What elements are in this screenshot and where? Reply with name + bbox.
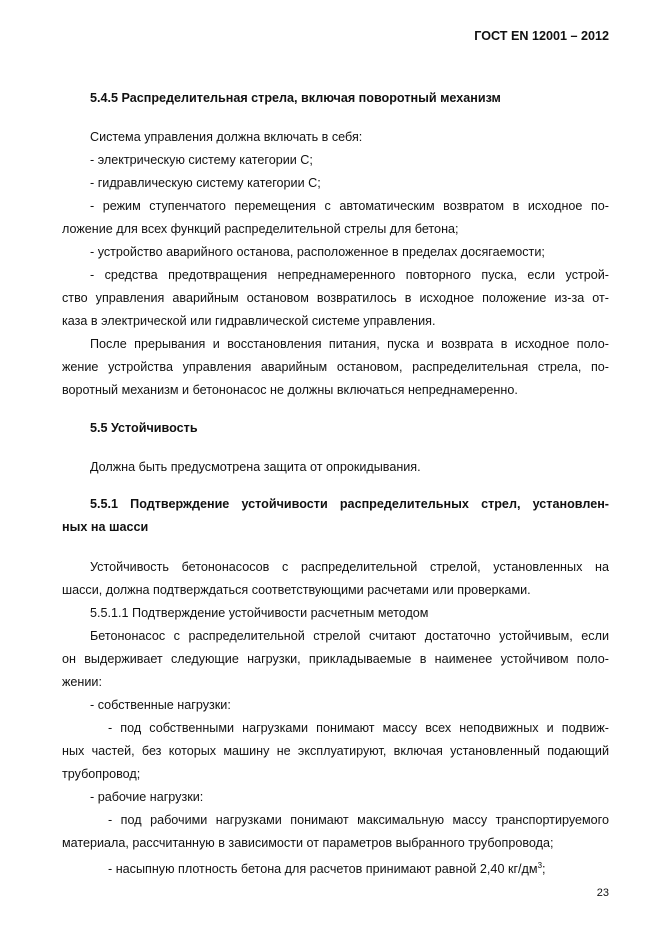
paragraph-line: Система управления должна включать в себя:	[90, 130, 363, 144]
list-item: - собственные нагрузки:	[90, 698, 231, 712]
paragraph-line: жении:	[62, 675, 102, 689]
paragraph-line: Бетононасос с распределительной стрелой считают достаточно устойчивым, если	[90, 629, 609, 643]
list-item: - средства предотвращения непреднамеренного повторного пуска, если устрой-	[90, 268, 609, 282]
paragraph-line: ложение для всех функций распределительной стрелы для бетона;	[62, 222, 459, 236]
paragraph-line: После прерывания и восстановления питания, пуска и возврата в исходное поло-	[90, 337, 609, 351]
section-title-5-5-1: 5.5.1 Подтверждение устойчивости распределительных стрел, установлен-	[90, 497, 609, 511]
document-header: ГОСТ EN 12001 – 2012	[474, 29, 609, 43]
list-item: - электрическую систему категории C;	[90, 153, 313, 167]
list-item	[108, 858, 546, 877]
paragraph-line: воротный механизм и бетононасос не должны включаться непреднамеренно.	[62, 383, 518, 397]
paragraph-line: материала, рассчитанную в зависимости от параметров выбранного трубопровода;	[62, 836, 554, 850]
subsection-title-5-5-1-1: 5.5.1.1 Подтверждение устойчивости расчетным методом	[90, 606, 429, 620]
superscript: 3	[537, 861, 543, 870]
page-number: 23	[596, 887, 609, 899]
paragraph-line: он выдерживает следующие нагрузки, прикладываемые в наименее устойчивом поло-	[62, 652, 609, 666]
paragraph-line: трубопровод;	[62, 767, 141, 781]
paragraph-line: жение устройства управления аварийным остановом, распределительная стрела, по-	[62, 360, 609, 374]
section-title-5-4-5: 5.4.5 Распределительная стрела, включая поворотный механизм	[90, 91, 501, 105]
paragraph-line: каза в электрической или гидравлической системе управления.	[62, 314, 436, 328]
punctuation: ;	[542, 862, 546, 877]
list-item: - рабочие нагрузки:	[90, 790, 204, 804]
paragraph-line: ство управления аварийным остановом возвратилось в исходное положение из-за от-	[62, 291, 609, 305]
list-item: - режим ступенчатого перемещения с автоматическим возвратом в исходное по-	[90, 199, 609, 213]
paragraph-line: ных частей, без которых машину не эксплуатируют, включая установленный подающий	[62, 744, 609, 758]
section-title-5-5: 5.5 Устойчивость	[90, 421, 198, 435]
paragraph-line: Устойчивость бетононасосов с распределительной стрелой, установленных на	[90, 560, 609, 574]
density-text: - насыпную плотность бетона для расчетов принимают равной 2,40 кг/дм	[108, 862, 538, 877]
list-item: - под рабочими нагрузками понимают максимальную массу транспортируемого	[108, 813, 609, 827]
section-title-5-5-1-cont: ных на шасси	[62, 520, 149, 534]
list-item: - гидравлическую систему категории C;	[90, 176, 321, 190]
paragraph-line: шасси, должна подтверждаться соответствующими расчетами или проверками.	[62, 583, 531, 597]
list-item: - под собственными нагрузками понимают массу всех неподвижных и подвиж-	[108, 721, 609, 735]
list-item: - устройство аварийного останова, расположенное в пределах досягаемости;	[90, 245, 545, 259]
paragraph-line: Должна быть предусмотрена защита от опрокидывания.	[90, 460, 421, 474]
